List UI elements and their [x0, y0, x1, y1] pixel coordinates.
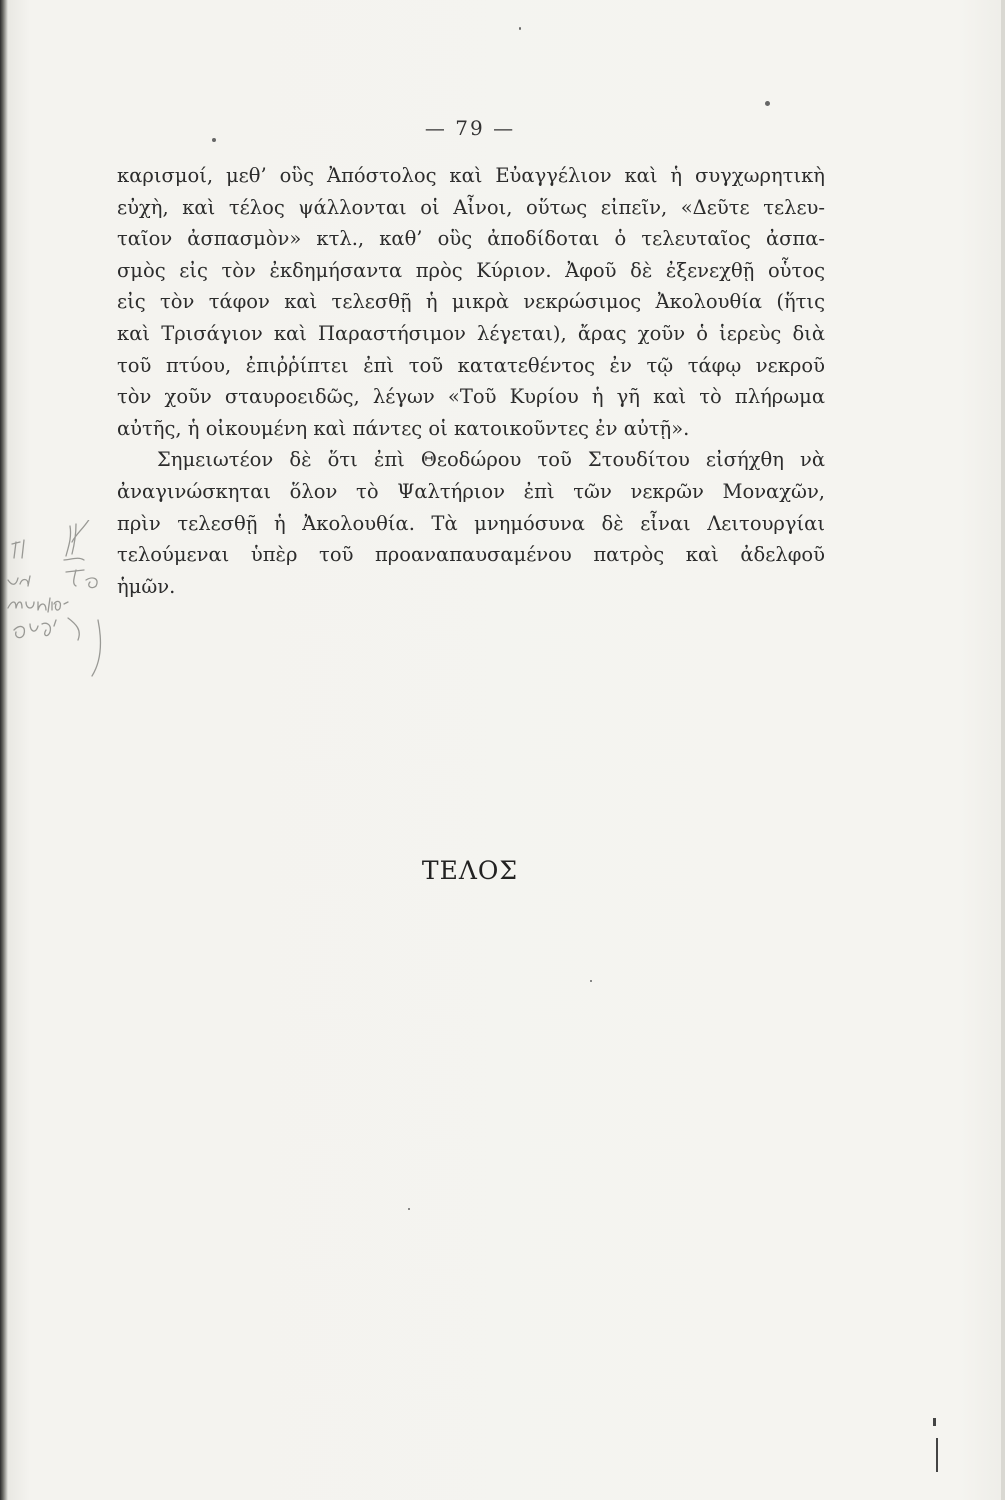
text-line: καρισμοί, μεθ’ οὓς Ἀπόστολος καὶ Εὐαγγέλιον καὶ ἡ συγχωρητικὴ: [117, 164, 825, 187]
text-line: σμὸς εἰς τὸν ἐκδημήσαντα πρὸς Κύριον. Ἀφοῦ δὲ ἐξενεχθῇ οὗτος: [117, 258, 825, 282]
text-line: ταῖον ἀσπασμὸν» κτλ., καθ’ οὓς ἀποδίδοται ὁ τελευταῖος ἀσπα-: [117, 227, 825, 251]
scan-edge-mark: [936, 1438, 938, 1472]
scan-speck: [212, 138, 216, 142]
text-line: εἰς τὸν τάφον καὶ τελεσθῇ ἡ μικρὰ νεκρώσιμος Ἀκολουθία (ἥτις: [117, 290, 825, 314]
end-mark: ΤΕΛΟΣ: [421, 856, 519, 885]
text-line: ἡμῶν.: [117, 574, 176, 598]
text-line: τὸν χοῦν σταυροειδῶς, λέγων «Τοῦ Κυρίου ἡ γῆ καὶ τὸ πλήρωμα: [117, 385, 825, 409]
text-line: καὶ Τρισάγιον καὶ Παραστήσιμον λέγεται), ἄρας χοῦν ὁ ἱερεὺς διὰ: [117, 321, 825, 345]
paragraph-2: [117, 444, 825, 602]
scan-edge-mark: [1001, 0, 1005, 1500]
text-line: αὐτῆς, ἡ οἰκουμένη καὶ πάντες οἱ κατοικοῦντες ἐν αὐτῇ».: [117, 416, 690, 440]
paragraph-1: [117, 160, 825, 444]
scan-speck: [519, 27, 521, 30]
scan-speck: [590, 980, 592, 982]
text-line: τοῦ πτύου, ἐπιῤῥίπτει ἐπὶ τοῦ κατατεθέντος ἐν τῷ τάφῳ νεκροῦ: [117, 353, 825, 377]
text-line: πρὶν τελεσθῇ ἡ Ἀκολουθία. Τὰ μνημόσυνα δὲ εἶναι Λειτουργίαι: [117, 511, 825, 535]
scan-speck: [408, 1208, 410, 1210]
handwritten-margin-note: [6, 520, 116, 680]
text-line: τελούμεναι ὑπὲρ τοῦ προαναπαυσαμένου πατρὸς καὶ ἀδελφοῦ: [117, 543, 825, 567]
page-number: — 79 —: [424, 116, 516, 140]
text-line: Σημειωτέον δὲ ὅτι ἐπὶ Θεοδώρου τοῦ Στουδίτου εἰσήχθη νὰ: [157, 448, 825, 472]
text-line: εὐχὴ, καὶ τέλος ψάλλονται οἱ Αἶνοι, οὕτως εἰπεῖν, «Δεῦτε τελευ-: [117, 195, 825, 219]
body-text: [117, 160, 825, 602]
scan-speck: [765, 101, 770, 106]
text-line: ἀναγινώσκηται ὅλον τὸ Ψαλτήριον ἐπὶ τῶν νεκρῶν Μοναχῶν,: [117, 479, 825, 503]
scan-edge-mark: [933, 1418, 936, 1426]
